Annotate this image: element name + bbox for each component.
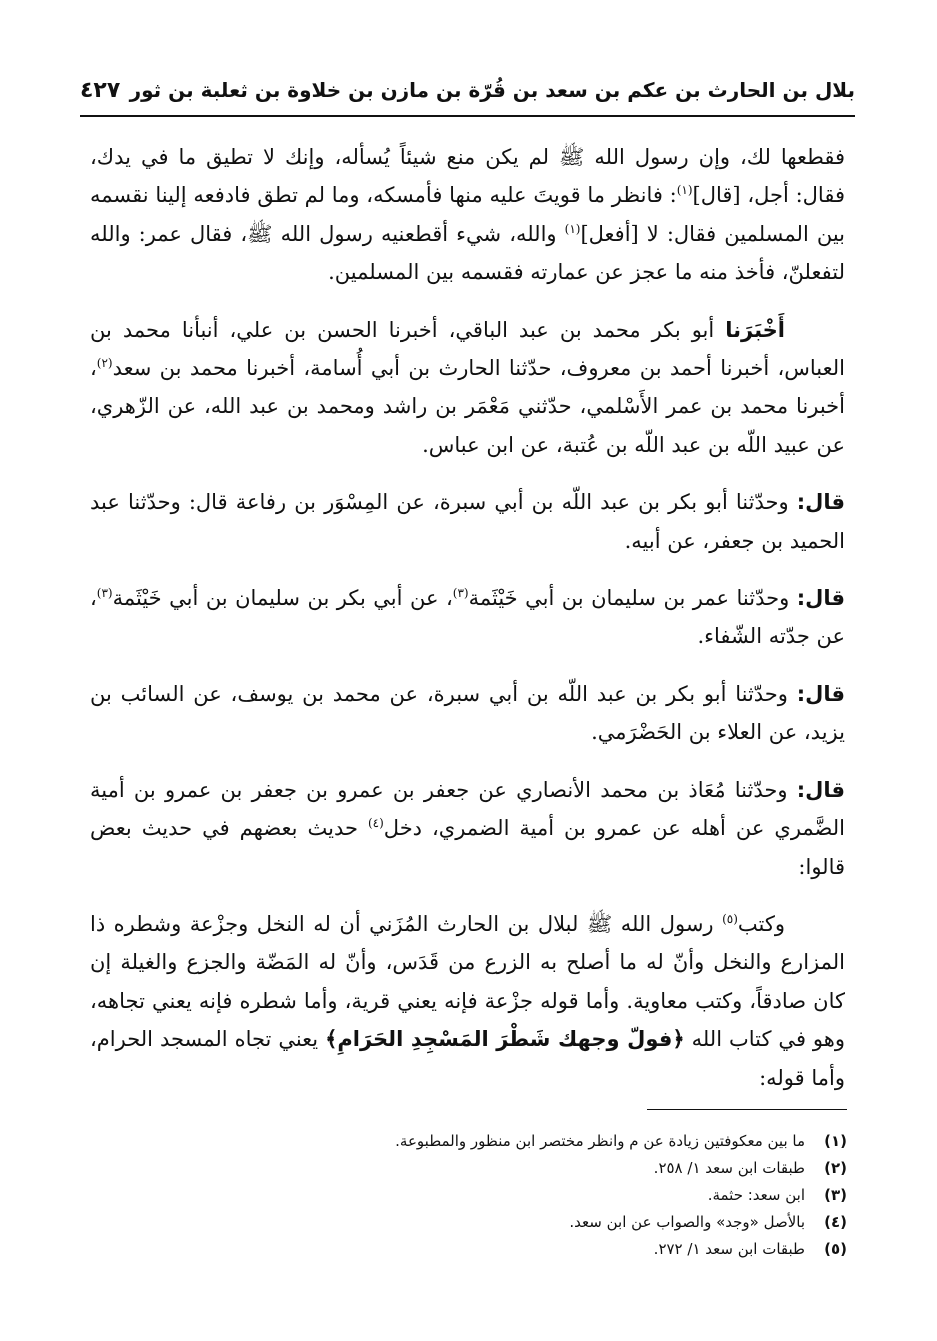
paragraph-1 — [90, 138, 845, 292]
paragraph-7 — [90, 905, 845, 1097]
lead-word: أَخْبَرَنا — [725, 317, 785, 342]
header-rule — [80, 115, 855, 117]
footnote-number: (١) — [824, 1132, 847, 1150]
footnote-ref: (٥) — [722, 911, 738, 926]
text-run: وحدّثنا مُعَاذ بن محمد الأنصاري عن جعفر بن عمرو بن جعفر بن عمرو بن أمية الضَّمري عن أهله عن عمرو بن أمية الضمري، دخل — [90, 777, 845, 841]
footnote-number: (٢) — [824, 1159, 847, 1177]
footnote-item — [90, 1155, 847, 1182]
running-title: بلال بن الحارث بن عكم بن سعد بن قُرّة بن مازن بن خلاوة بن ثعلبة بن ثور — [129, 78, 855, 102]
footnote-item — [90, 1236, 847, 1263]
paragraph-6 — [90, 771, 845, 886]
text-run: وحدّثنا أبو بكر بن عبد اللّه بن أبي سبرة، عن المِسْوَر بن رفاعة قال: وحدّثنا عبد الحميد بن جعفر، عن أبيه. — [90, 490, 845, 553]
lead-word: قال: — [796, 586, 845, 611]
paragraph-3 — [90, 483, 845, 560]
footnote-ref: (٤) — [367, 816, 384, 831]
main-text — [90, 138, 845, 1116]
text-run: : فانظر ما قويتَ عليه منها فأمسكه، وما لم تطق فادفعه إلينا نقسمه بين المسلمين فقال: لا [أفعل] — [90, 183, 846, 246]
footnote-text: طبقات ابن سعد ١/ ٢٧٢. — [653, 1240, 805, 1258]
text-run: وكتب — [737, 911, 785, 936]
footnote-ref: (٢) — [96, 356, 113, 371]
text-run: ، أخبرنا محمد بن عمر الأَسْلمي، حدّثني مَعْمَر بن راشد ومحمد بن عبد الله، عن الزّهري، عن عبيد اللّه بن عبد اللّه بن عُتبة، عن ابن عباس. — [90, 356, 845, 457]
footnote-number: (٥) — [824, 1240, 847, 1258]
footnote-number: (٣) — [824, 1186, 847, 1204]
footnote-item — [90, 1128, 847, 1155]
footnote-item — [90, 1182, 847, 1209]
paragraph-2 — [90, 311, 845, 465]
lead-word: قال: — [796, 681, 845, 706]
text-run: رسول الله ﷺ لبلال بن الحارث المُزَني أن له النخل وجزْعة وشطره ذا المزارع والنخل وأنّ له ما أصلح به الزرع من قَدَس، وأنّ له المَضّة والجزع والغيلة إن كان صادقاً، وكتب معاوية. وأما قوله جزْعة فإنه يعني قرية، وأما شطره فإنه يعني تجاهه، وهو في كتاب الله — [90, 911, 845, 1052]
footnote-text: بالأصل «وجد» والصواب عن ابن سعد. — [569, 1213, 805, 1231]
footnote-item — [90, 1209, 847, 1236]
lead-word: قال: — [796, 777, 845, 802]
text-run: ، عن أبي بكر بن سليمان بن أبي خَيْثَمة — [112, 586, 453, 611]
text-run: وحدّثنا عمر بن سليمان بن أبي خَيْثَمة — [468, 586, 797, 611]
text-run: حديث بعضهم في حديث بعض قالوا: — [90, 816, 845, 879]
footnote-rule — [647, 1109, 847, 1110]
page-number: ٤٢٧ — [80, 78, 121, 103]
footnotes — [90, 1128, 847, 1263]
text-run: ، عن جدّته الشّفاء. — [90, 586, 845, 649]
text-run: يعني تجاه المسجد الحرام، وأما قوله: — [90, 1027, 845, 1090]
footnote-ref: (٣) — [452, 586, 469, 601]
text-run: فقطعها لك، وإن رسول الله ﷺ لم يكن منع شيئاً يُسأله، وإنك لا تطيق ما في يدك، فقال: أجل، [قال] — [90, 145, 845, 208]
quran-quote: ﴿فولّ وجهك شَطْرَ المَسْجِدِ الحَرَامِ﴾ — [325, 1027, 685, 1052]
page-header — [80, 70, 855, 116]
footnote-ref: (١) — [676, 183, 693, 198]
footnote-text: ما بين معكوفتين زيادة عن م وانظر مختصر ابن منظور والمطبوعة. — [395, 1132, 805, 1150]
footnote-text: ابن سعد: حثمة. — [707, 1186, 805, 1204]
lead-word: قال: — [796, 490, 845, 515]
text-run: والله، شيء أقطعنيه رسول الله ﷺ، فقال عمر: والله لتفعلنّ، فأخذ منه ما عجز عن عمارته فقسمه بين المسلمين. — [90, 221, 845, 285]
footnote-number: (٤) — [824, 1213, 847, 1231]
text-run: أبو بكر محمد بن عبد الباقي، أخبرنا الحسن بن علي، أنبأنا محمد بن العباس، أخبرنا أحمد بن معروف، حدّثنا الحارث بن أبي أُسامة، أخبرنا محمد بن سعد — [90, 317, 845, 381]
footnote-text: طبقات ابن سعد ١/ ٢٥٨. — [653, 1159, 805, 1177]
paragraph-5 — [90, 675, 845, 752]
footnote-ref: (١) — [564, 221, 581, 236]
paragraph-4 — [90, 579, 845, 656]
footnote-ref: (٣) — [96, 586, 113, 601]
text-run: وحدّثنا أبو بكر بن عبد اللّه بن أبي سبرة، عن محمد بن يوسف، عن السائب بن يزيد، عن العلاء بن الحَضْرَمي. — [90, 681, 845, 745]
